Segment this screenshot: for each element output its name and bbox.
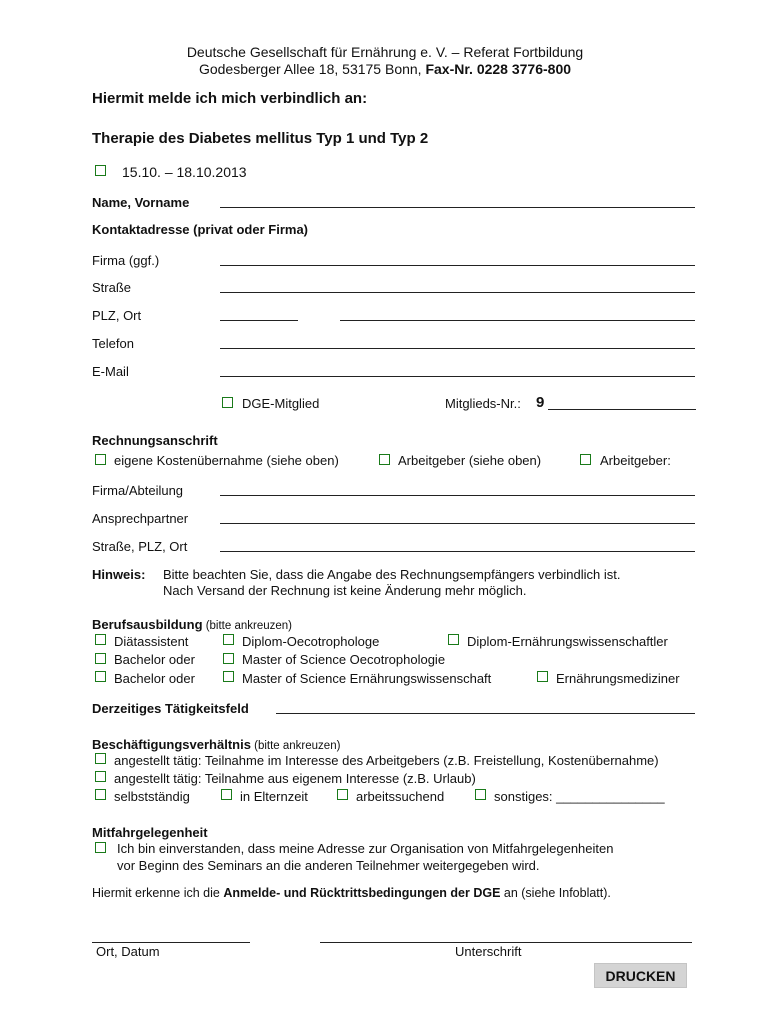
contact-heading: Kontaktadresse (privat oder Firma) [92, 222, 309, 237]
edu-dietitian-label: Diätassistent [114, 634, 189, 649]
emp-parental-leave-label: in Elternzeit [240, 789, 308, 804]
edu-dietitian-checkbox[interactable] [95, 634, 106, 645]
edu-nutrition-scientist-checkbox[interactable] [448, 634, 459, 645]
rideshare-line2: vor Beginn des Seminars an die anderen Teilnehmer weitergegeben wird. [117, 858, 540, 873]
date-checkbox[interactable] [95, 165, 106, 176]
header-fax: Fax-Nr. 0228 3776-800 [425, 61, 572, 77]
firma-abteilung-label: Firma/Abteilung [92, 483, 184, 498]
billing-own-checkbox[interactable] [95, 454, 106, 465]
strasse-line[interactable] [220, 292, 695, 293]
name-label: Name, Vorname [92, 195, 190, 210]
education-heading: Berufsausbildung [92, 617, 203, 632]
name-line[interactable] [220, 207, 695, 208]
dge-member-checkbox[interactable] [222, 397, 233, 408]
ansprechpartner-label: Ansprechpartner [92, 511, 189, 526]
print-button[interactable]: DRUCKEN [594, 963, 687, 988]
member-no-prefix: 9 [536, 394, 545, 411]
plz-ort-label: PLZ, Ort [92, 308, 142, 323]
rideshare-checkbox[interactable] [95, 842, 106, 853]
ansprechpartner-line[interactable] [220, 523, 695, 524]
signature-line[interactable] [320, 942, 692, 943]
place-date-line[interactable] [92, 942, 250, 943]
notice-label: Hinweis: [92, 567, 146, 582]
emp-self-employed-label: selbstständig [114, 789, 190, 804]
notice-line1: Bitte beachten Sie, dass die Angabe des Rechnungsempfängers verbindlich ist. [163, 567, 621, 582]
edu-oecotroph-checkbox[interactable] [223, 634, 234, 645]
edu-nutrition-physician-label: Ernährungsmediziner [556, 671, 680, 686]
edu-msc-nutrition-label: Master of Science Ernährungswissenschaft [242, 671, 492, 686]
header-address: Godesberger Allee 18, 53175 Bonn, [198, 61, 426, 77]
current-field-line[interactable] [276, 713, 695, 714]
telefon-label: Telefon [92, 336, 134, 351]
emp-self-employed-checkbox[interactable] [95, 789, 106, 800]
billing-employer-above-label: Arbeitgeber (siehe oben) [398, 453, 542, 468]
ort-line[interactable] [340, 320, 695, 321]
plz-line[interactable] [220, 320, 298, 321]
date-option-label: 15.10. – 18.10.2013 [122, 164, 247, 180]
current-field-label: Derzeitiges Tätigkeitsfeld [92, 701, 249, 716]
member-no-label: Mitglieds-Nr.: [445, 396, 521, 411]
emp-job-seeking-checkbox[interactable] [337, 789, 348, 800]
employment-heading: Beschäftigungsverhältnis [92, 737, 251, 752]
billing-own-label: eigene Kostenübernahme (siehe oben) [114, 453, 339, 468]
billing-address-label: Straße, PLZ, Ort [92, 539, 188, 554]
edu-nutrition-physician-checkbox[interactable] [537, 671, 548, 682]
emp-parental-leave-checkbox[interactable] [221, 789, 232, 800]
member-no-line[interactable] [548, 409, 696, 410]
terms-post: an (siehe Infoblatt). [500, 886, 611, 900]
notice-line2: Nach Versand der Rechnung ist keine Änderung mehr möglich. [163, 583, 527, 598]
employment-hint: (bitte ankreuzen) [250, 740, 341, 752]
edu-bachelor2-label: Bachelor oder [114, 671, 195, 686]
email-line[interactable] [220, 376, 695, 377]
emp-other-checkbox[interactable] [475, 789, 486, 800]
edu-bachelor2-checkbox[interactable] [95, 671, 106, 682]
emp-employer-interest-checkbox[interactable] [95, 753, 106, 764]
education-heading-line [92, 616, 292, 634]
emp-other-label: sonstiges: _______________ [494, 789, 665, 804]
header-org-line: Deutsche Gesellschaft für Ernährung e. V. – Referat Fortbildung [186, 44, 584, 60]
emp-job-seeking-label: arbeitssuchend [356, 789, 445, 804]
edu-bachelor1-label: Bachelor oder [114, 652, 195, 667]
education-hint: (bitte ankreuzen) [202, 620, 293, 632]
firma-line[interactable] [220, 265, 695, 266]
course-title: Therapie des Diabetes mellitus Typ 1 und Typ 2 [92, 130, 429, 147]
edu-msc-oecotroph-label: Master of Science Oecotrophologie [242, 652, 446, 667]
billing-employer-label: Arbeitgeber: [600, 453, 671, 468]
edu-bachelor1-checkbox[interactable] [95, 653, 106, 664]
rideshare-line1: Ich bin einverstanden, dass meine Adresse zur Organisation von Mitfahrgelegenheiten [117, 841, 614, 856]
firma-label: Firma (ggf.) [92, 253, 160, 268]
rideshare-heading: Mitfahrgelegenheit [92, 825, 208, 840]
header-address-line [0, 61, 770, 77]
telefon-line[interactable] [220, 348, 695, 349]
edu-msc-nutrition-checkbox[interactable] [223, 671, 234, 682]
terms-bold: Anmelde- und Rücktrittsbedingungen der DGE [223, 886, 501, 900]
strasse-label: Straße [92, 280, 132, 295]
edu-oecotroph-label: Diplom-Oecotrophologe [242, 634, 380, 649]
place-date-label: Ort, Datum [96, 944, 160, 959]
billing-address-line[interactable] [220, 551, 695, 552]
billing-heading: Rechnungsanschrift [92, 433, 218, 448]
emp-own-interest-checkbox[interactable] [95, 771, 106, 782]
intro-text: Hiermit melde ich mich verbindlich an: [92, 90, 368, 107]
edu-nutrition-scientist-label: Diplom-Ernährungswissenschaftler [467, 634, 668, 649]
email-label: E-Mail [92, 364, 129, 379]
terms-line [92, 886, 611, 900]
dge-member-label: DGE-Mitglied [242, 396, 320, 411]
billing-employer-checkbox[interactable] [580, 454, 591, 465]
emp-own-interest-label: angestellt tätig: Teilnahme aus eigenem Interesse (z.B. Urlaub) [114, 771, 476, 786]
billing-employer-above-checkbox[interactable] [379, 454, 390, 465]
signature-label: Unterschrift [455, 944, 522, 959]
terms-pre: Hiermit erkenne ich die [92, 886, 224, 900]
firma-abteilung-line[interactable] [220, 495, 695, 496]
edu-msc-oecotroph-checkbox[interactable] [223, 653, 234, 664]
emp-employer-interest-label: angestellt tätig: Teilnahme im Interesse des Arbeitgebers (z.B. Freistellung, Kostenübernahme) [114, 753, 659, 768]
employment-heading-line [92, 736, 340, 754]
